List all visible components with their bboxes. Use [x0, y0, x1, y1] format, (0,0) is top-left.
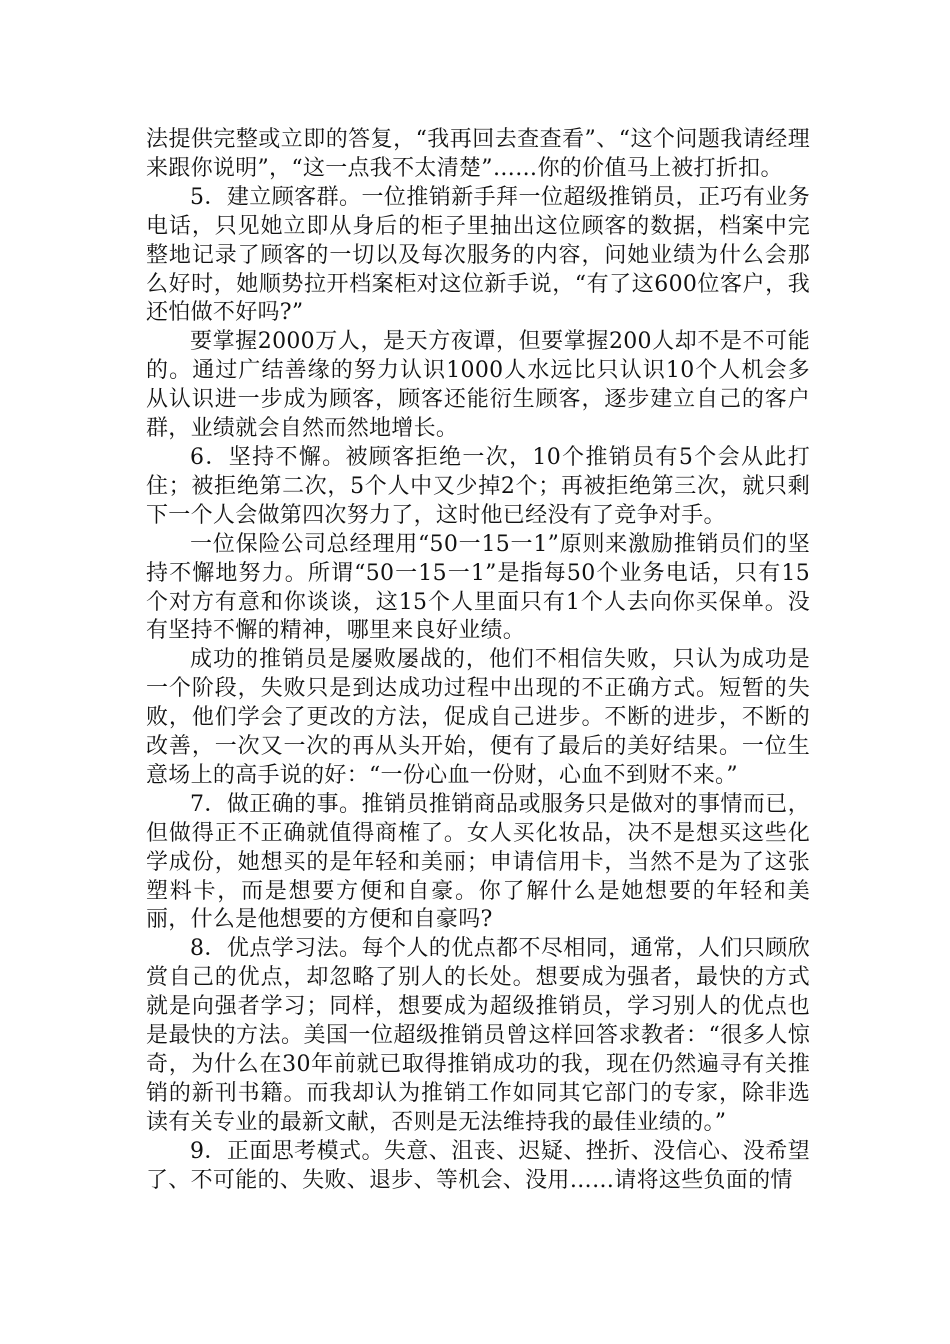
paragraph-successful-salesperson: 成功的推销员是屡败屡战的，他们不相信失败，只认为成功是一个阶段，失败只是到达成功过程中出现的不正确方式。短暂的失败，他们学会了更改的方法，促成自己进步。不断的进步，不断的改善，一次又一次的再从头开始，便有了最后的美好结果。一位生意场上的高手说的好：“一份心血一份财，心血不到财不来。” — [146, 647, 810, 788]
paragraph-persistence: 6．坚持不懈。被顾客拒绝一次，10个推销员有5个会从此打住；被拒绝第二次，5个人中又少掉2个；再被拒绝第三次，就只剩下一个人会做第四次努力了，这时他已经没有了竞争对手。 — [146, 444, 810, 528]
paragraph-positive-thinking: 9．正面思考模式。失意、沮丧、迟疑、挫折、没信心、没希望了、不可能的、失败、退步、等机会、没用……请将这些负面的情 — [146, 1138, 810, 1193]
paragraph-continuation: 法提供完整或立即的答复，“我再回去查查看”、“这个问题我请经理来跟你说明”，“这一点我不太清楚”……你的价值马上被打折扣。 — [146, 127, 810, 181]
paragraph-customer-growth: 要掌握2000万人，是天方夜谭，但要掌握200人却不是不可能的。通过广结善缘的努力认识1000人水远比只认识10个人机会多从认识进一步成为顾客，顾客还能衍生顾客，逐步建立自己的客户群，业绩就会自然而然地增长。 — [146, 329, 810, 442]
document-body — [146, 126, 810, 1196]
paragraph-learn-strengths: 8．优点学习法。每个人的优点都不尽相同，通常，人们只顾欣赏自己的优点，却忽略了别人的长处。想要成为强者，最快的方式就是向强者学习；同样，想要成为超级推销员，学习别人的优点也是最快的方法。美国一位超级推销员曾这样回答求教者：“很多人惊奇，为什么在30年前就已取得推销成功的我，现在仍然遍寻有关推销的新刊书籍。而我却认为推销工作如同其它部门的专家，除非选读有关专业的最新文献，否则是无法维持我的最佳业绩的。” — [146, 936, 810, 1135]
paragraph-do-right-thing: 7．做正确的事。推销员推销商品或服务只是做对的事情而已，但做得正不正确就值得商榷了。女人买化妆品，决不是想买这些化学成份，她想买的是年轻和美丽；申请信用卡，当然不是为了这张塑料卡，而是想要方便和自豪。你了解什么是她想要的年轻和美丽，什么是他想要的方便和自豪吗? — [146, 791, 810, 933]
paragraph-build-customer-base: 5．建立顾客群。一位推销新手拜一位超级推销员，正巧有业务电话，只见她立即从身后的柜子里抽出这位顾客的数据，档案中完整地记录了顾客的一切以及每次服务的内容，问她业绩为什么会那么好时，她顺势拉开档案柜对这位新手说，“有了这600位客户，我还怕做不好吗?” — [146, 184, 810, 326]
paragraph-50-15-1-principle: 一位保险公司总经理用“50一15一1”原则来激励推销员们的坚持不懈地努力。所谓“50一15一1”是指每50个业务电话，只有15个对方有意和你谈谈，这15个人里面只有1个人去向你买保单。没有坚持不懈的精神，哪里来良好业绩。 — [146, 531, 810, 644]
